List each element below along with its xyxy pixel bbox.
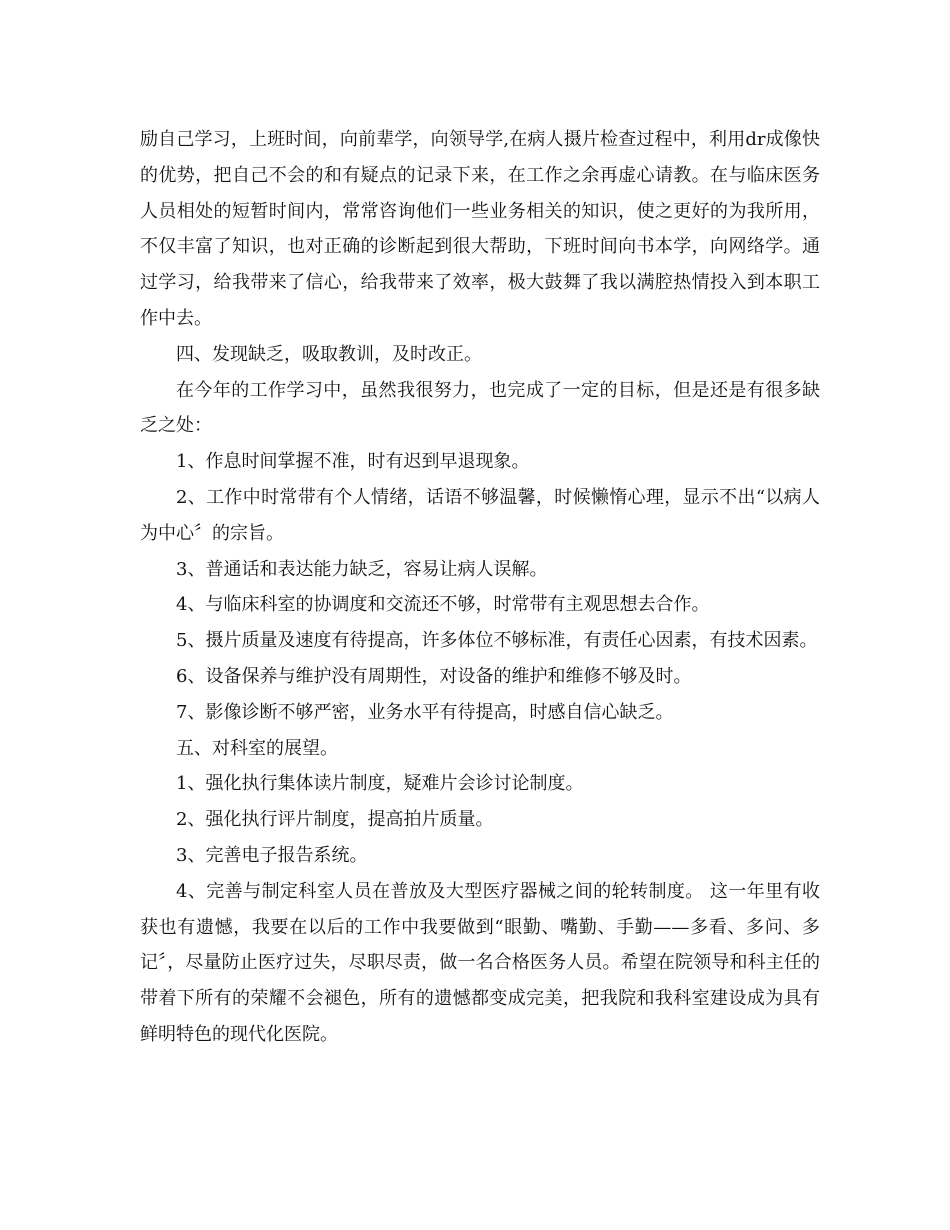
list-item-outlook-2: 2、强化执行评片制度，提高拍片质量。 xyxy=(176,809,494,831)
list-item-shortcoming-6: 6、设备保养与维护没有周期性，对设备的维护和维修不够及时。 xyxy=(176,665,692,687)
list-item-shortcoming-1: 1、作息时间掌握不准，时有迟到早退现象。 xyxy=(176,451,530,473)
list-item-outlook-3: 3、完善电子报告系统。 xyxy=(176,844,368,866)
list-item-shortcoming-4: 4、与临床科室的协调度和交流还不够，时常带有主观思想去合作。 xyxy=(176,594,710,616)
list-item-shortcoming-2: 2、工作中时常带有个人情绪，话语不够温馨，时候懒惰心理，显示不出“以病人为中心〞的宗旨。 xyxy=(140,486,820,544)
list-item-shortcoming-7: 7、影像诊断不够严密，业务水平有待提高，时感自信心缺乏。 xyxy=(176,701,674,723)
section-heading-5: 五、对科室的展望。 xyxy=(176,737,338,759)
document-body xyxy=(140,122,820,1053)
list-item-outlook-1: 1、强化执行集体读片制度，疑难片会诊讨论制度。 xyxy=(176,773,584,795)
paragraph-intro-shortcomings: 在今年的工作学习中，虽然我很努力，也完成了一定的目标，但是还是有很多缺乏之处： xyxy=(140,379,820,437)
list-item-shortcoming-3: 3、普通话和表达能力缺乏，容易让病人误解。 xyxy=(176,558,548,580)
list-item-shortcoming-5: 5、摄片质量及速度有待提高，许多体位不够标准，有责任心因素，有技术因素。 xyxy=(176,630,818,652)
section-heading-4: 四、发现缺乏，吸取教训，及时改正。 xyxy=(176,343,482,365)
paragraph-1: 励自己学习，上班时间，向前辈学，向领导学,在病人摄片检查过程中，利用dr成像快的优势，把自己不会的和有疑点的记录下来，在工作之余再虚心请教。在与临床医务人员相处的短暂时间内，常常咨询他们一些业务相关的知识，使之更好的为我所用，不仅丰富了知识，也对正确的诊断起到很大帮助，下班时间向书本学，向网络学。通过学习，给我带来了信心，给我带来了效率，极大鼓舞了我以满腔热情投入到本职工作中去。 xyxy=(140,129,820,329)
list-item-outlook-4: 4、完善与制定科室人员在普放及大型医疗器械之间的轮转制度。 这一年里有收获也有遗憾，我要在以后的工作中我要做到“眼勤、嘴勤、手勤——多看、多问、多记〞，尽量防止医疗过失，尽职尽责，做一名合格医务人员。希望在院领导和科主任的带着下所有的荣耀不会褪色，所有的遗憾都变成完美，把我院和我科室建设成为具有鲜明特色的现代化医院。 xyxy=(140,880,820,1045)
